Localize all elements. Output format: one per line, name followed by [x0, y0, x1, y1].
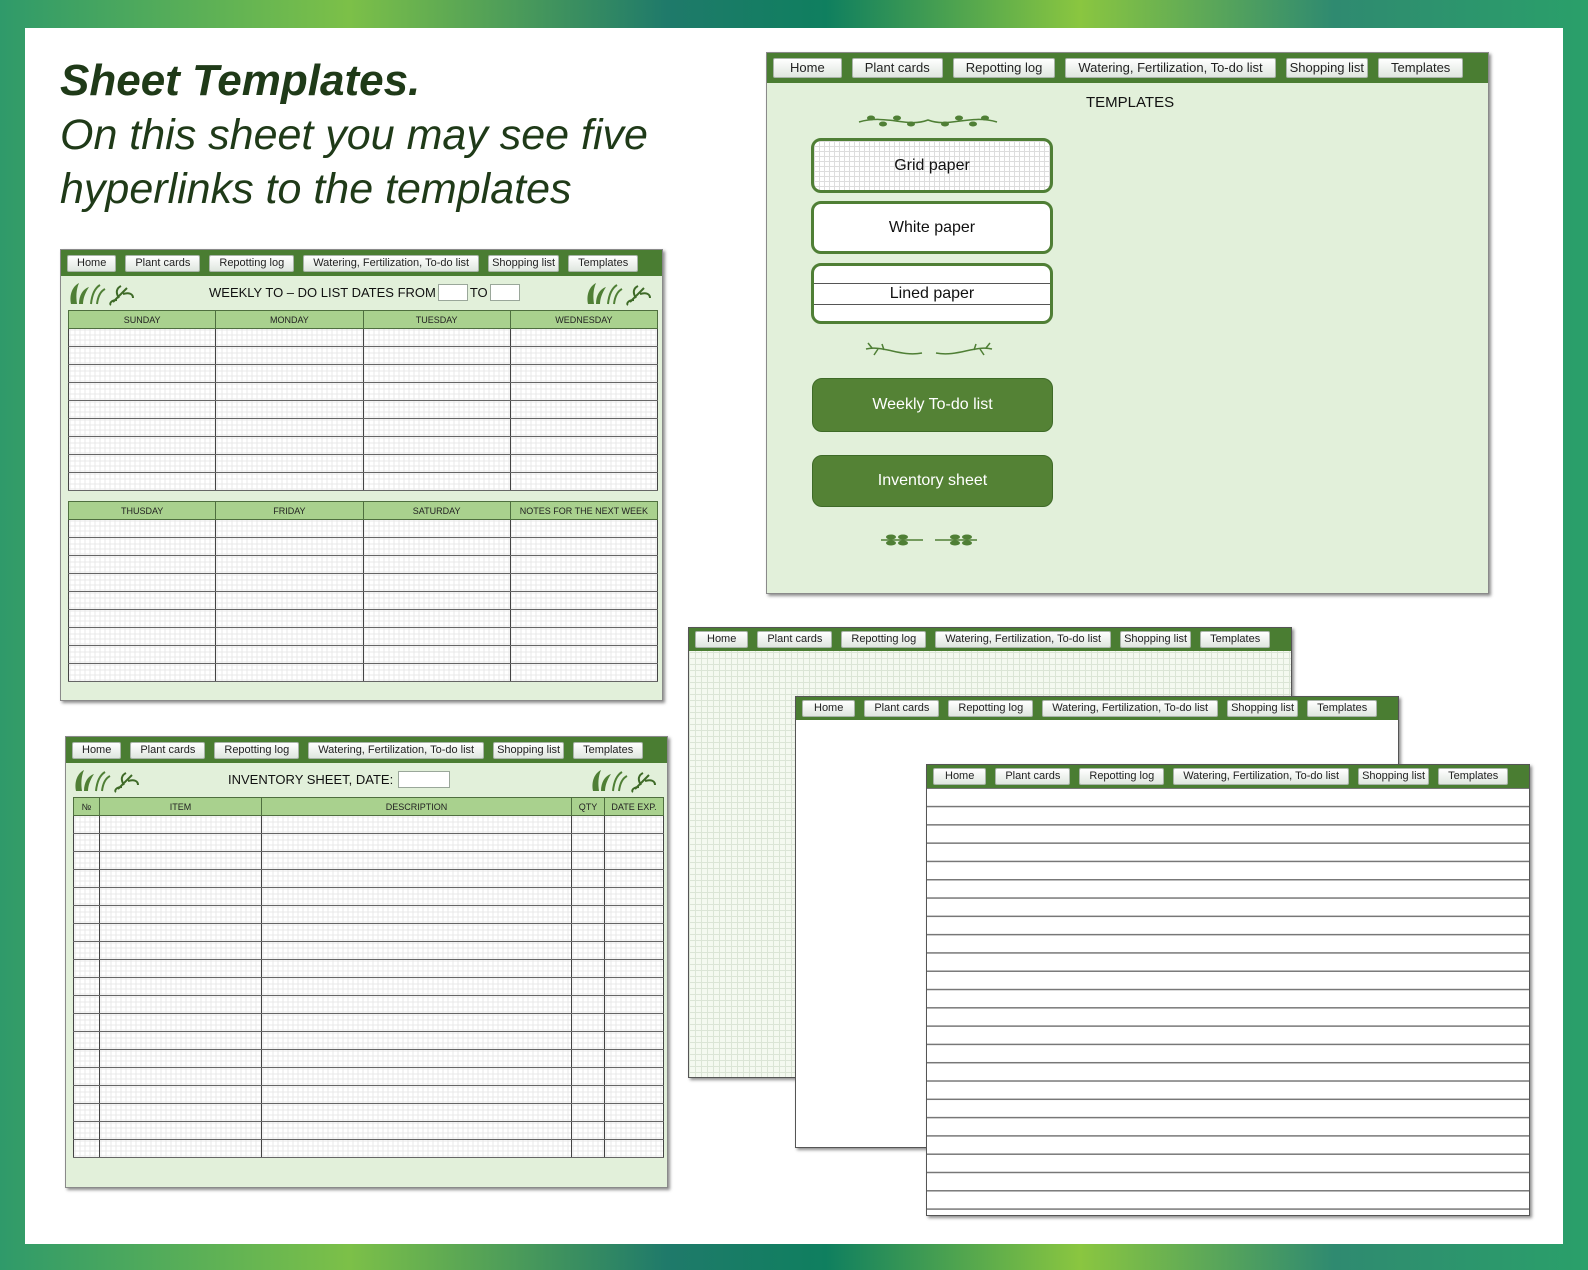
- table-row: [69, 473, 658, 491]
- tab-templates[interactable]: Templates: [1438, 768, 1508, 785]
- table-cell[interactable]: [510, 455, 657, 473]
- templates-heading: TEMPLATES: [1086, 94, 1175, 111]
- table-cell[interactable]: [69, 556, 216, 574]
- tab-watering[interactable]: Watering, Fertilization, To-do list: [1173, 768, 1349, 785]
- table-cell[interactable]: [363, 664, 510, 682]
- table-cell[interactable]: [510, 473, 657, 491]
- column-header: DATE EXP.: [605, 798, 664, 816]
- table-cell[interactable]: [74, 960, 100, 978]
- table-cell[interactable]: [69, 646, 216, 664]
- table-cell[interactable]: [572, 978, 605, 996]
- table-cell[interactable]: [572, 906, 605, 924]
- table-row: [69, 437, 658, 455]
- table-cell[interactable]: [262, 1014, 572, 1032]
- table-cell[interactable]: [605, 888, 664, 906]
- tab-plant-cards[interactable]: Plant cards: [995, 768, 1070, 785]
- table-row: [74, 1140, 664, 1158]
- table-cell[interactable]: [100, 942, 262, 960]
- table-cell[interactable]: [572, 1122, 605, 1140]
- table-row: [69, 455, 658, 473]
- tab-watering[interactable]: Watering, Fertilization, To-do list: [1042, 700, 1218, 717]
- table-cell[interactable]: [74, 870, 100, 888]
- page-title: [60, 54, 648, 216]
- sprig-ornament-icon: [879, 531, 979, 549]
- table-row: [74, 924, 664, 942]
- table-row: [74, 1068, 664, 1086]
- table-cell[interactable]: [216, 646, 363, 664]
- day-header: NOTES FOR THE NEXT WEEK: [510, 502, 657, 520]
- table-row: [74, 852, 664, 870]
- table-cell[interactable]: [216, 610, 363, 628]
- table-cell[interactable]: [100, 924, 262, 942]
- table-cell[interactable]: [572, 870, 605, 888]
- table-cell[interactable]: [572, 888, 605, 906]
- table-cell[interactable]: [363, 592, 510, 610]
- table-cell[interactable]: [216, 437, 363, 455]
- table-row: [74, 978, 664, 996]
- inventory-sheet-label: Inventory sheet: [877, 472, 988, 489]
- table-row: [74, 1086, 664, 1104]
- table-cell[interactable]: [74, 978, 100, 996]
- table-cell[interactable]: [363, 610, 510, 628]
- tab-shopping-list[interactable]: Shopping list: [493, 742, 564, 759]
- tab-plant-cards[interactable]: Plant cards: [125, 255, 200, 272]
- table-cell[interactable]: [69, 628, 216, 646]
- table-cell[interactable]: [605, 906, 664, 924]
- table-row: [69, 538, 658, 556]
- table-cell[interactable]: [572, 942, 605, 960]
- table-cell[interactable]: [262, 1122, 572, 1140]
- table-cell[interactable]: [363, 401, 510, 419]
- table-cell[interactable]: [69, 419, 216, 437]
- table-cell[interactable]: [262, 924, 572, 942]
- table-cell[interactable]: [605, 1014, 664, 1032]
- tab-templates[interactable]: Templates: [1307, 700, 1377, 717]
- tab-watering[interactable]: Watering, Fertilization, To-do list: [308, 742, 484, 759]
- tab-home[interactable]: Home: [695, 631, 748, 648]
- nav-bar: [927, 765, 1529, 788]
- table-row: [74, 942, 664, 960]
- table-row: [69, 347, 658, 365]
- table-cell[interactable]: [262, 1140, 572, 1158]
- table-row: [69, 646, 658, 664]
- table-cell[interactable]: [510, 538, 657, 556]
- table-row: [69, 329, 658, 347]
- table-row: [74, 816, 664, 834]
- table-cell[interactable]: [69, 664, 216, 682]
- plant-leaves-icon: [67, 280, 137, 306]
- table-cell[interactable]: [572, 1104, 605, 1122]
- table-cell[interactable]: [100, 960, 262, 978]
- tab-shopping-list[interactable]: Shopping list: [1227, 700, 1298, 717]
- table-cell[interactable]: [74, 942, 100, 960]
- table-cell[interactable]: [100, 888, 262, 906]
- table-cell[interactable]: [262, 852, 572, 870]
- table-cell[interactable]: [216, 664, 363, 682]
- column-header: №: [74, 798, 100, 816]
- tab-home[interactable]: Home: [773, 58, 842, 78]
- table-cell[interactable]: [572, 1140, 605, 1158]
- table-cell[interactable]: [262, 1086, 572, 1104]
- table-cell[interactable]: [216, 574, 363, 592]
- table-cell[interactable]: [572, 816, 605, 834]
- table-cell[interactable]: [510, 383, 657, 401]
- tab-templates[interactable]: Templates: [573, 742, 643, 759]
- weekly-header-label: WEEKLY TO – DO LIST DATES FROM: [209, 285, 436, 300]
- table-cell[interactable]: [100, 852, 262, 870]
- table-cell[interactable]: [510, 347, 657, 365]
- day-header: WEDNESDAY: [510, 311, 657, 329]
- day-header: THUSDAY: [69, 502, 216, 520]
- table-cell[interactable]: [262, 816, 572, 834]
- tab-watering[interactable]: Watering, Fertilization, To-do list: [935, 631, 1111, 648]
- table-cell[interactable]: [262, 906, 572, 924]
- table-cell[interactable]: [100, 1086, 262, 1104]
- day-header: SUNDAY: [69, 311, 216, 329]
- table-cell[interactable]: [216, 538, 363, 556]
- table-cell[interactable]: [605, 1140, 664, 1158]
- table-cell[interactable]: [572, 834, 605, 852]
- table-cell[interactable]: [69, 520, 216, 538]
- table-cell[interactable]: [510, 664, 657, 682]
- table-cell[interactable]: [510, 401, 657, 419]
- table-cell[interactable]: [605, 1086, 664, 1104]
- table-cell[interactable]: [572, 996, 605, 1014]
- plant-leaves-icon: [72, 767, 142, 793]
- tab-shopping-list[interactable]: Shopping list: [1286, 58, 1368, 78]
- table-row: [74, 888, 664, 906]
- nav-bar: [689, 628, 1291, 651]
- table-cell[interactable]: [605, 1104, 664, 1122]
- table-cell[interactable]: [363, 365, 510, 383]
- table-cell[interactable]: [74, 1086, 100, 1104]
- table-cell[interactable]: [100, 978, 262, 996]
- table-cell[interactable]: [69, 347, 216, 365]
- table-cell[interactable]: [74, 1140, 100, 1158]
- table-cell[interactable]: [363, 646, 510, 664]
- table-cell[interactable]: [262, 1050, 572, 1068]
- day-header: SATURDAY: [363, 502, 510, 520]
- table-cell[interactable]: [605, 1068, 664, 1086]
- table-cell[interactable]: [510, 556, 657, 574]
- table-cell[interactable]: [216, 365, 363, 383]
- table-cell[interactable]: [363, 455, 510, 473]
- table-cell[interactable]: [363, 419, 510, 437]
- weekly-todo-link[interactable]: [812, 378, 1053, 432]
- table-cell[interactable]: [262, 870, 572, 888]
- date-from-field[interactable]: [438, 284, 468, 301]
- table-row: [74, 1032, 664, 1050]
- table-cell[interactable]: [510, 610, 657, 628]
- tab-plant-cards[interactable]: Plant cards: [852, 58, 943, 78]
- table-cell[interactable]: [216, 419, 363, 437]
- tab-plant-cards[interactable]: Plant cards: [130, 742, 205, 759]
- table-cell[interactable]: [262, 1032, 572, 1050]
- table-cell[interactable]: [363, 329, 510, 347]
- lined-paper-link[interactable]: [811, 263, 1053, 324]
- table-cell[interactable]: [572, 1032, 605, 1050]
- table-cell[interactable]: [216, 455, 363, 473]
- table-row: [69, 401, 658, 419]
- tab-watering[interactable]: Watering, Fertilization, To-do list: [303, 255, 479, 272]
- nav-bar: [767, 53, 1488, 83]
- table-cell[interactable]: [216, 401, 363, 419]
- table-cell[interactable]: [572, 924, 605, 942]
- table-cell[interactable]: [69, 473, 216, 491]
- table-cell[interactable]: [262, 978, 572, 996]
- day-header: MONDAY: [216, 311, 363, 329]
- title-line-2: On this sheet you may see five: [60, 111, 648, 159]
- table-cell[interactable]: [69, 592, 216, 610]
- tab-home[interactable]: Home: [72, 742, 121, 759]
- tab-templates[interactable]: Templates: [568, 255, 638, 272]
- tab-shopping-list[interactable]: Shopping list: [488, 255, 559, 272]
- table-cell[interactable]: [510, 646, 657, 664]
- table-cell[interactable]: [572, 852, 605, 870]
- table-cell[interactable]: [510, 628, 657, 646]
- nav-bar: [66, 737, 667, 763]
- table-cell[interactable]: [605, 1122, 664, 1140]
- table-row: [69, 628, 658, 646]
- tab-home[interactable]: Home: [67, 255, 116, 272]
- day-header: TUESDAY: [363, 311, 510, 329]
- weekly-grid-top: [68, 310, 658, 491]
- table-cell[interactable]: [74, 834, 100, 852]
- table-cell[interactable]: [74, 888, 100, 906]
- table-cell[interactable]: [510, 437, 657, 455]
- weekly-header: [209, 284, 520, 301]
- table-cell[interactable]: [572, 1068, 605, 1086]
- inventory-date-field[interactable]: [398, 771, 450, 788]
- table-cell[interactable]: [363, 437, 510, 455]
- table-cell[interactable]: [100, 996, 262, 1014]
- table-cell[interactable]: [510, 520, 657, 538]
- table-cell[interactable]: [363, 574, 510, 592]
- table-cell[interactable]: [572, 960, 605, 978]
- title-line-1: Sheet Templates.: [60, 56, 421, 105]
- table-row: [74, 996, 664, 1014]
- tab-home[interactable]: Home: [802, 700, 855, 717]
- table-cell[interactable]: [262, 1068, 572, 1086]
- table-cell[interactable]: [100, 816, 262, 834]
- table-cell[interactable]: [605, 1032, 664, 1050]
- column-header: DESCRIPTION: [262, 798, 572, 816]
- plant-leaves-icon: [589, 767, 659, 793]
- table-cell[interactable]: [605, 852, 664, 870]
- lined-paper-label: Lined paper: [889, 285, 975, 302]
- table-cell[interactable]: [100, 1122, 262, 1140]
- table-cell[interactable]: [605, 924, 664, 942]
- table-row: [69, 574, 658, 592]
- nav-bar: [61, 250, 662, 276]
- table-row: [74, 1050, 664, 1068]
- tab-home[interactable]: Home: [933, 768, 986, 785]
- table-cell[interactable]: [100, 1068, 262, 1086]
- tab-repotting-log[interactable]: Repotting log: [1079, 768, 1164, 785]
- table-cell[interactable]: [262, 960, 572, 978]
- inventory-sheet-link[interactable]: [812, 455, 1053, 507]
- table-cell[interactable]: [100, 906, 262, 924]
- table-cell[interactable]: [216, 628, 363, 646]
- table-cell[interactable]: [216, 383, 363, 401]
- table-cell[interactable]: [572, 1086, 605, 1104]
- table-row: [69, 365, 658, 383]
- vine-ornament-icon: [857, 110, 999, 130]
- table-cell[interactable]: [69, 365, 216, 383]
- table-cell[interactable]: [216, 329, 363, 347]
- table-cell[interactable]: [572, 1014, 605, 1032]
- table-row: [69, 383, 658, 401]
- table-cell[interactable]: [363, 538, 510, 556]
- table-cell[interactable]: [363, 520, 510, 538]
- table-cell[interactable]: [510, 419, 657, 437]
- table-cell[interactable]: [216, 473, 363, 491]
- table-cell[interactable]: [572, 1050, 605, 1068]
- table-cell[interactable]: [262, 942, 572, 960]
- table-cell[interactable]: [216, 520, 363, 538]
- tab-repotting-log[interactable]: Repotting log: [841, 631, 926, 648]
- tab-templates[interactable]: Templates: [1200, 631, 1270, 648]
- table-cell[interactable]: [74, 852, 100, 870]
- tab-shopping-list[interactable]: Shopping list: [1120, 631, 1191, 648]
- table-cell[interactable]: [605, 816, 664, 834]
- table-cell[interactable]: [262, 834, 572, 852]
- table-cell[interactable]: [216, 592, 363, 610]
- table-cell[interactable]: [262, 996, 572, 1014]
- inventory-sheet: [65, 736, 668, 1188]
- table-cell[interactable]: [100, 1140, 262, 1158]
- white-paper-link[interactable]: [811, 201, 1053, 254]
- table-cell[interactable]: [605, 870, 664, 888]
- table-cell[interactable]: [74, 1122, 100, 1140]
- weekly-todo-sheet: [60, 249, 663, 701]
- table-cell[interactable]: [363, 383, 510, 401]
- table-cell[interactable]: [216, 556, 363, 574]
- table-cell[interactable]: [363, 347, 510, 365]
- tab-repotting-log[interactable]: Repotting log: [214, 742, 299, 759]
- white-paper-label: White paper: [888, 219, 976, 236]
- table-cell[interactable]: [74, 1032, 100, 1050]
- weekly-todo-label: Weekly To-do list: [872, 396, 993, 413]
- table-cell[interactable]: [69, 610, 216, 628]
- lined-paper-sheet: [926, 764, 1530, 1216]
- table-cell[interactable]: [100, 1032, 262, 1050]
- inventory-header: [228, 771, 450, 788]
- table-cell[interactable]: [363, 473, 510, 491]
- tab-repotting-log[interactable]: Repotting log: [948, 700, 1033, 717]
- table-row: [74, 870, 664, 888]
- table-cell[interactable]: [605, 960, 664, 978]
- column-header: ITEM: [100, 798, 262, 816]
- date-to-field[interactable]: [490, 284, 520, 301]
- weekly-header-to: TO: [469, 285, 488, 300]
- table-cell[interactable]: [605, 978, 664, 996]
- table-row: [69, 419, 658, 437]
- table-cell[interactable]: [100, 1050, 262, 1068]
- table-cell[interactable]: [510, 365, 657, 383]
- table-cell[interactable]: [69, 455, 216, 473]
- table-row: [69, 592, 658, 610]
- table-row: [69, 556, 658, 574]
- table-row: [74, 960, 664, 978]
- table-cell[interactable]: [510, 592, 657, 610]
- table-cell[interactable]: [69, 401, 216, 419]
- table-cell[interactable]: [69, 329, 216, 347]
- table-cell[interactable]: [69, 437, 216, 455]
- table-cell[interactable]: [74, 996, 100, 1014]
- grid-paper-label: Grid paper: [894, 157, 970, 174]
- templates-sheet: [766, 52, 1489, 594]
- table-cell[interactable]: [69, 383, 216, 401]
- inventory-header-label: INVENTORY SHEET, DATE:: [228, 772, 394, 787]
- table-row: [74, 834, 664, 852]
- table-cell[interactable]: [100, 834, 262, 852]
- table-row: [69, 664, 658, 682]
- column-header: QTY: [572, 798, 605, 816]
- table-cell[interactable]: [100, 1014, 262, 1032]
- table-cell[interactable]: [605, 942, 664, 960]
- table-row: [69, 610, 658, 628]
- table-row: [74, 906, 664, 924]
- weekly-grid-bottom: [68, 501, 658, 682]
- day-header: FRIDAY: [216, 502, 363, 520]
- table-cell[interactable]: [605, 996, 664, 1014]
- plant-leaves-icon: [584, 280, 654, 306]
- table-row: [74, 1014, 664, 1032]
- table-cell[interactable]: [69, 538, 216, 556]
- tab-watering[interactable]: Watering, Fertilization, To-do list: [1065, 58, 1275, 78]
- tab-plant-cards[interactable]: Plant cards: [757, 631, 832, 648]
- table-cell[interactable]: [69, 574, 216, 592]
- inventory-table: [73, 797, 664, 1158]
- tab-shopping-list[interactable]: Shopping list: [1358, 768, 1429, 785]
- table-cell[interactable]: [74, 906, 100, 924]
- table-cell[interactable]: [74, 1050, 100, 1068]
- branch-ornament-icon: [864, 339, 994, 361]
- table-cell[interactable]: [510, 329, 657, 347]
- table-cell[interactable]: [100, 870, 262, 888]
- table-cell[interactable]: [74, 924, 100, 942]
- tab-repotting-log[interactable]: Repotting log: [209, 255, 294, 272]
- nav-bar: [796, 697, 1398, 720]
- table-cell[interactable]: [262, 1104, 572, 1122]
- tab-templates[interactable]: Templates: [1378, 58, 1463, 78]
- table-cell[interactable]: [100, 1104, 262, 1122]
- table-cell[interactable]: [74, 1014, 100, 1032]
- table-cell[interactable]: [363, 628, 510, 646]
- table-cell[interactable]: [605, 834, 664, 852]
- table-row: [74, 1122, 664, 1140]
- table-cell[interactable]: [216, 347, 363, 365]
- table-cell[interactable]: [510, 574, 657, 592]
- table-row: [69, 520, 658, 538]
- tab-plant-cards[interactable]: Plant cards: [864, 700, 939, 717]
- grid-paper-link[interactable]: [811, 138, 1053, 193]
- table-cell[interactable]: [74, 1068, 100, 1086]
- table-cell[interactable]: [262, 888, 572, 906]
- tab-repotting-log[interactable]: Repotting log: [953, 58, 1056, 78]
- table-cell[interactable]: [605, 1050, 664, 1068]
- table-cell[interactable]: [363, 556, 510, 574]
- title-line-3: hyperlinks to the templates: [60, 165, 572, 213]
- table-cell[interactable]: [74, 816, 100, 834]
- table-row: [74, 1104, 664, 1122]
- table-cell[interactable]: [74, 1104, 100, 1122]
